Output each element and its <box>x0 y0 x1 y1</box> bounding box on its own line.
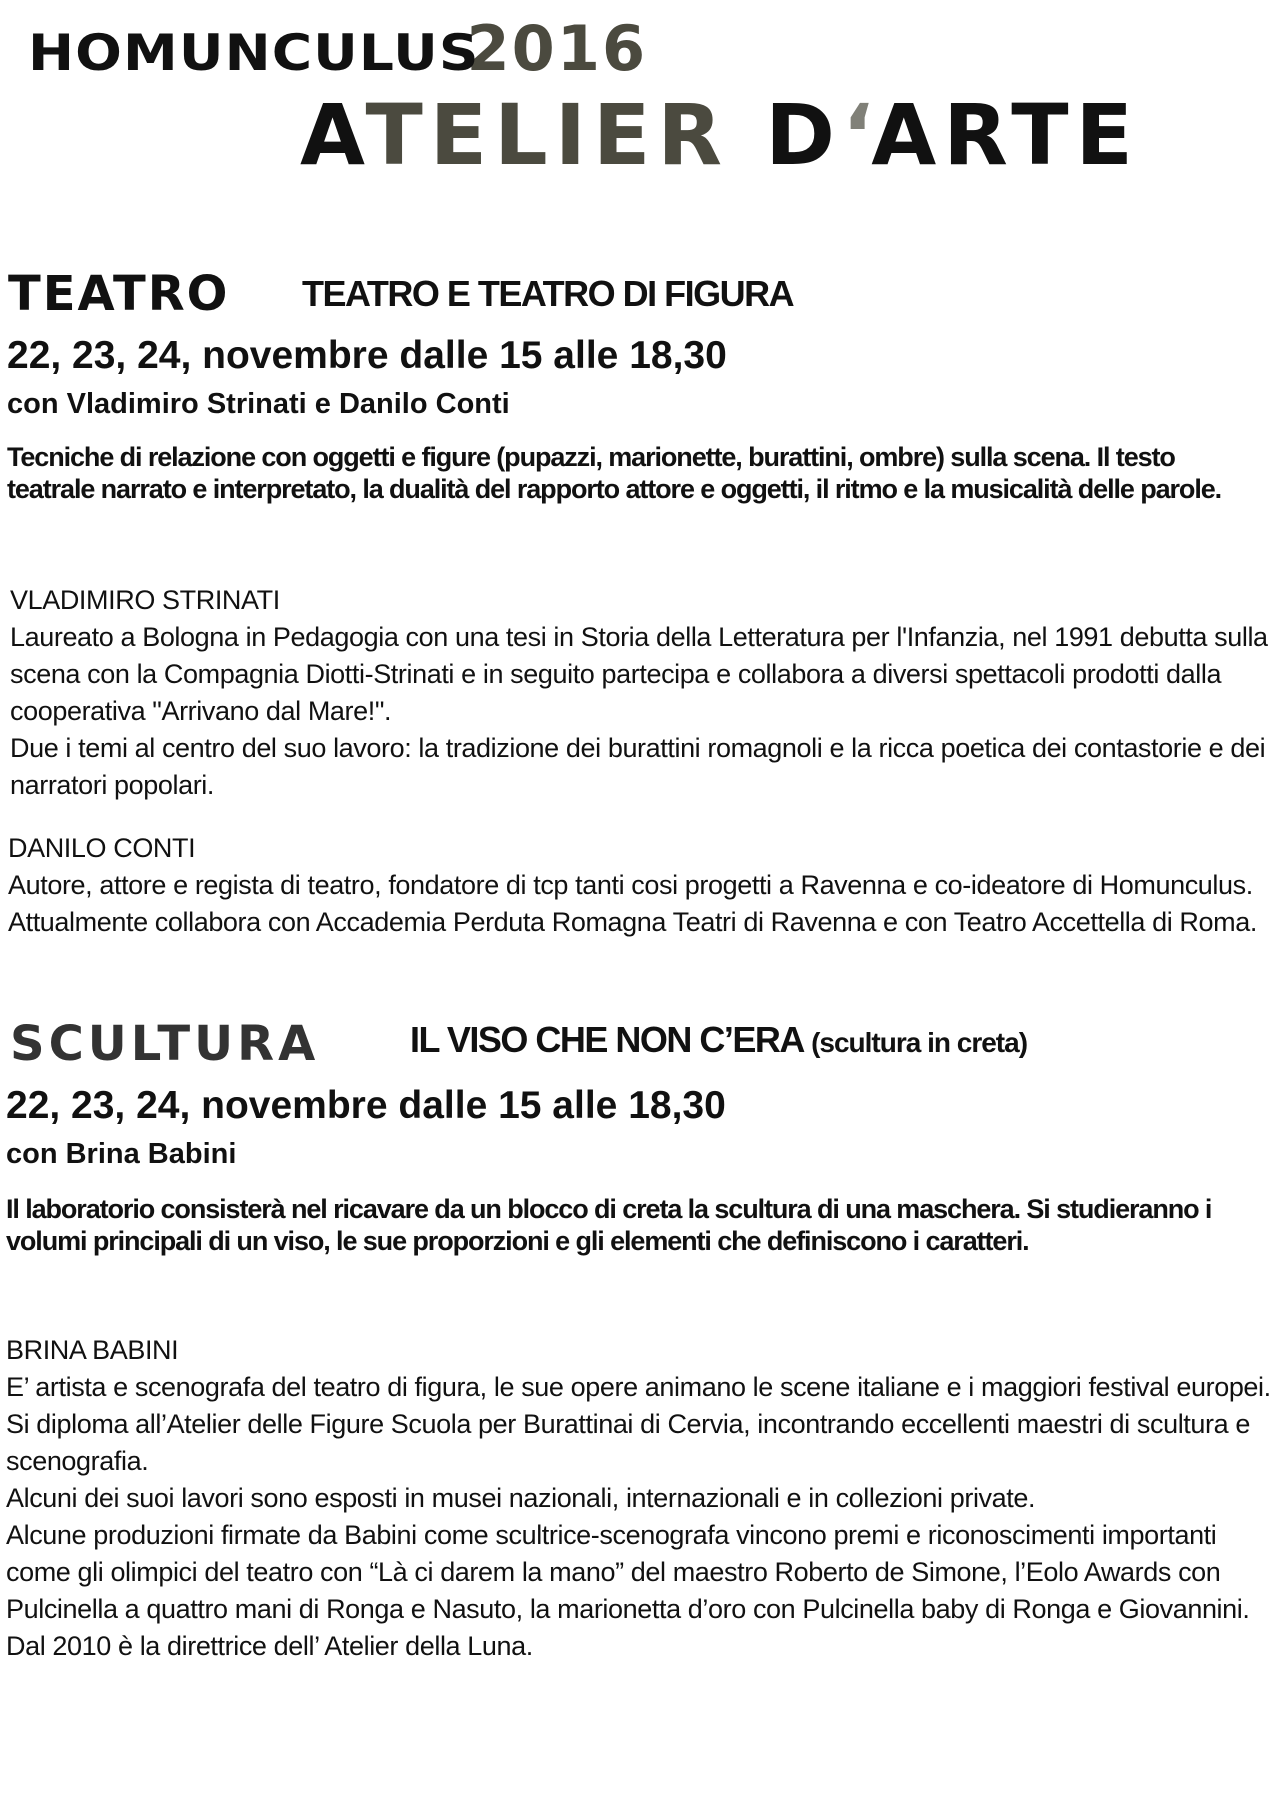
bio-brina-babini <box>6 1332 1276 1665</box>
section-date-scultura: 22, 23, 24, novembre dalle 15 alle 18,30 <box>6 1084 726 1127</box>
section-teachers-scultura: con Brina Babini <box>6 1138 237 1170</box>
section-tag-teatro: TEATRO <box>8 266 230 322</box>
header-title <box>28 12 648 85</box>
section-date-teatro: 22, 23, 24, novembre dalle 15 alle 18,30 <box>7 334 727 377</box>
bio-paragraph: Autore, attore e regista di teatro, fondatore di tcp tanti cosi progetti a Ravenna e co-ideatore di Homunculus. Attualmente collabora con Accademia Perduta Romagna Teatri di Ravenna e con Teatro Accettella di Roma. <box>8 870 1257 937</box>
bio-vladimiro-strinati <box>10 582 1280 804</box>
section-title-sub: (scultura in creta) <box>811 1027 1028 1058</box>
bio-danilo-conti <box>8 830 1278 941</box>
bio-paragraph: Alcuni dei suoi lavori sono esposti in musei nazionali, internazionali e in collezioni private. <box>6 1483 1036 1513</box>
section-description-scultura: Il laboratorio consisterà nel ricavare da un blocco di creta la scultura di una maschera. Si studieranno i volumi principali di un viso, le sue proporzioni e gli elementi che definiscono i caratteri. <box>6 1194 1212 1256</box>
header-atelier-a: A <box>300 86 366 184</box>
header-arte: ARTE <box>871 86 1140 184</box>
header-apostrophe: ‘ <box>842 86 872 184</box>
bio-name: DANILO CONTI <box>8 833 196 863</box>
bio-paragraph: Alcune produzioni firmate da Babini come scultrice-scenografa vincono premi e riconoscimenti importanti come gli olimpici del teatro con “Là ci darem la mano” del maestro Roberto de Simone, l’Eolo Awards con Pulcinella a quattro mani di Ronga e Nasuto, la marionetta d’oro con Pulcinella baby di Ronga e Giovannini. Dal 2010 è la direttrice dell’ Atelier della Luna. <box>6 1520 1250 1661</box>
header-d: D <box>729 86 843 184</box>
section-tag-scultura: SCULTURA <box>10 1016 320 1072</box>
header-year: 2016 <box>466 12 648 85</box>
header-homunculus: HOMUNCULUS <box>28 24 480 82</box>
header-subtitle <box>300 86 1140 184</box>
header-atelier-rest: TELIER <box>365 86 730 184</box>
bio-paragraph: Due i temi al centro del suo lavoro: la tradizione dei burattini romagnoli e la ricca poetica dei contastorie e dei narratori popolari. <box>10 733 1266 800</box>
bio-name: VLADIMIRO STRINATI <box>10 585 280 615</box>
section-teachers-teatro: con Vladimiro Strinati e Danilo Conti <box>7 388 510 420</box>
section-title-scultura <box>410 1019 1028 1060</box>
bio-paragraph: E’ artista e scenografa del teatro di figura, le sue opere animano le scene italiane e i maggiori festival europei. Si diploma all’Atelier delle Figure Scuola per Burattinai di Cervia, incontrando eccellenti maestri di scultura e scenografia. <box>6 1372 1271 1476</box>
section-title-main: IL VISO CHE NON C’ERA <box>410 1019 803 1060</box>
bio-paragraph: Laureato a Bologna in Pedagogia con una tesi in Storia della Letteratura per l'Infanzia, nel 1991 debutta sulla scena con la Compagnia Diotti-Strinati e in seguito partecipa e collabora a diversi spettacoli prodotti dalla cooperativa "Arrivano dal Mare!". <box>10 622 1268 726</box>
section-description-teatro: Tecniche di relazione con oggetti e figure (pupazzi, marionette, burattini, ombre) sulla scena. Il testo teatrale narrato e interpretato, la dualità del rapporto attore e oggetti, il ritmo e la musicalità delle parole. <box>7 442 1222 504</box>
section-title-teatro: TEATRO E TEATRO DI FIGURA <box>302 273 794 314</box>
bio-name: BRINA BABINI <box>6 1335 179 1365</box>
